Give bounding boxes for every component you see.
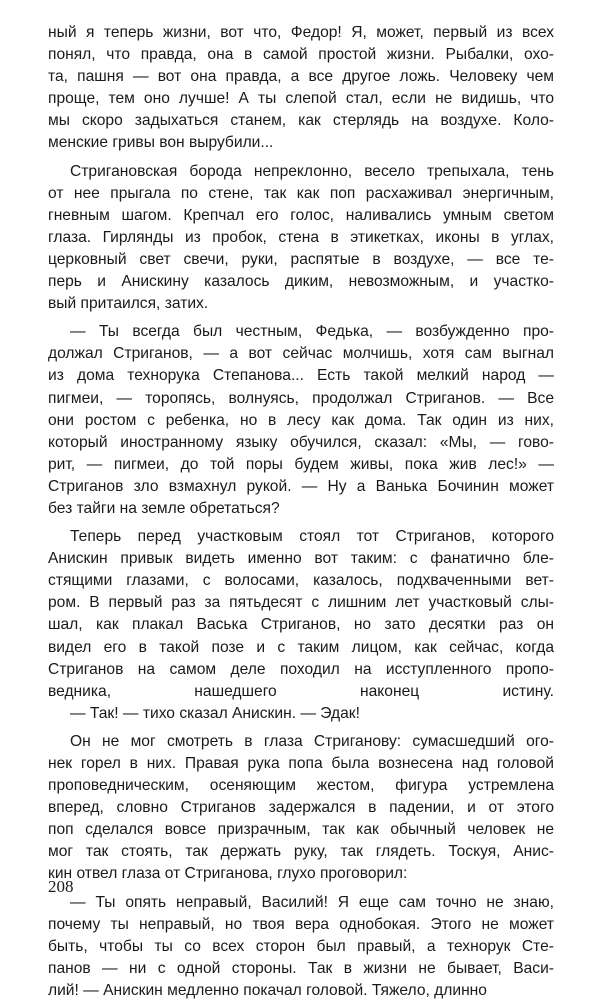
paragraph xyxy=(48,731,554,886)
page-number: 208 xyxy=(48,877,74,896)
text-line: — Ты всегда был честным, Федька, — возбужденно про- xyxy=(70,323,554,341)
text-line: Он не мог смотреть в глаза Стриганову: сумасшедший ого- xyxy=(70,732,554,750)
text-line: глаза. Гирлянды из пробок, стена в этикетках, иконы в углах, xyxy=(48,228,554,246)
text-line: гневным шагом. Крепчал его голос, наливались умным светом xyxy=(48,206,554,224)
text-line: понял, что правда, она в самой простой жизни. Рыбалки, охо- xyxy=(48,46,554,64)
paragraph xyxy=(48,22,554,155)
paragraph xyxy=(48,321,554,520)
text-line: видел его в такой позе и с таким лицом, как сейчас, когда xyxy=(48,638,554,656)
text-line: церковный свет свечи, руки, распятые в воздухе, — все те- xyxy=(48,250,554,268)
text-line: из дома технорука Степанова... Есть такой мелкий народ — xyxy=(48,367,554,385)
text-line: почему ты неправый, но твоя вера однобокая. Этого не может xyxy=(48,915,554,933)
paragraph xyxy=(48,526,554,725)
text-line: шал, как плакал Васька Стриганов, но зато десятки раз он xyxy=(48,616,554,634)
paragraph xyxy=(48,892,554,1002)
text-line: пигмеи, — торопясь, волнуясь, продолжал Стриганов. — Все xyxy=(48,389,554,407)
text-line: мог так стоять, так держать руку, так глядеть. Тоскуя, Анис- xyxy=(48,843,554,861)
text-line: Стриганов на самом деле походил на исступленного пропо- xyxy=(48,660,554,678)
text-line: та, пашня — вот она правда, а все другое ложь. Человеку чем xyxy=(48,68,554,86)
text-line: Стригановская борода непреклонно, весело трепыхала, тень xyxy=(70,162,554,180)
text-line: должал Стриганов, — а вот сейчас молчишь, хотя сам выгнал xyxy=(48,345,554,363)
text-line: Стриганов зло взмахнул рукой. — Ну а Ванька Бочинин может xyxy=(48,477,554,495)
text-line: Теперь перед участковым стоял тот Стриганов, которого xyxy=(70,528,554,546)
text-line: они ростом с ребенка, но в лесу как дома. Так один из них, xyxy=(48,411,554,429)
text-line: который иностранному языку обучился, сказал: «Мы, — гово- xyxy=(48,433,554,451)
text-line: вперед, словно Стриганов задержался в падении, и от этого xyxy=(48,799,554,817)
text-line: без тайги на земле обретаться? xyxy=(48,499,280,517)
text-line: — Ты опять неправый, Василий! Я еще сам точно не знаю, xyxy=(70,893,554,911)
text-line: ром. В первый раз за пятьдесят с лишним лет участковый слы- xyxy=(48,594,554,612)
paragraph xyxy=(48,161,554,316)
text-line: кин отвел глаза от Стриганова, глухо проговорил: xyxy=(48,865,408,883)
text-line: перь и Анискину казалось диким, невозможным, и участко- xyxy=(48,273,554,291)
text-line: от нее прыгала по стене, так как поп расхаживал энергичным, xyxy=(48,184,554,202)
text-line: лий! — Анискин медленно покачал головой. Тяжело, длинно xyxy=(48,981,487,999)
text-line: вый притаился, затих. xyxy=(48,295,209,313)
text-line: проповедническим, осеняющим жестом, фигура устремлена xyxy=(48,777,554,795)
text-line: ведника, нашедшего наконец истину. xyxy=(48,682,554,700)
text-line: ный я теперь жизни, вот что, Федор! Я, может, первый из всех xyxy=(48,24,554,41)
text-line: панов — ни с одной стороны. Так в жизни не бывает, Васи- xyxy=(48,959,554,977)
text-line: поп сделался вовсе призрачным, так как обычный человек не xyxy=(48,821,554,839)
body-text xyxy=(48,22,554,1008)
text-line: — Так! — тихо сказал Анискин. — Эдак! xyxy=(70,704,360,722)
text-line: нек горел в них. Правая рука попа была вознесена над головой xyxy=(48,755,554,772)
text-line: мы скоро задыхаться станем, как стерлядь на воздухе. Коло- xyxy=(48,112,554,130)
text-line: проще, тем оно лучше! А ты слепой стал, если не видишь, что xyxy=(48,90,554,108)
text-line: быть, чтобы ты со всех сторон был правый, а технорук Сте- xyxy=(48,937,554,955)
text-line: менские гривы вон вырубили... xyxy=(48,134,274,152)
text-line: рит, — пигмеи, до той поры будем живы, пока жив лес!» — xyxy=(48,455,554,473)
text-line: стящими глазами, с волосами, казалось, подхваченными вет- xyxy=(48,572,554,590)
text-line: Анискин привык видеть именно вот таким: с фанатично бле- xyxy=(48,550,554,568)
